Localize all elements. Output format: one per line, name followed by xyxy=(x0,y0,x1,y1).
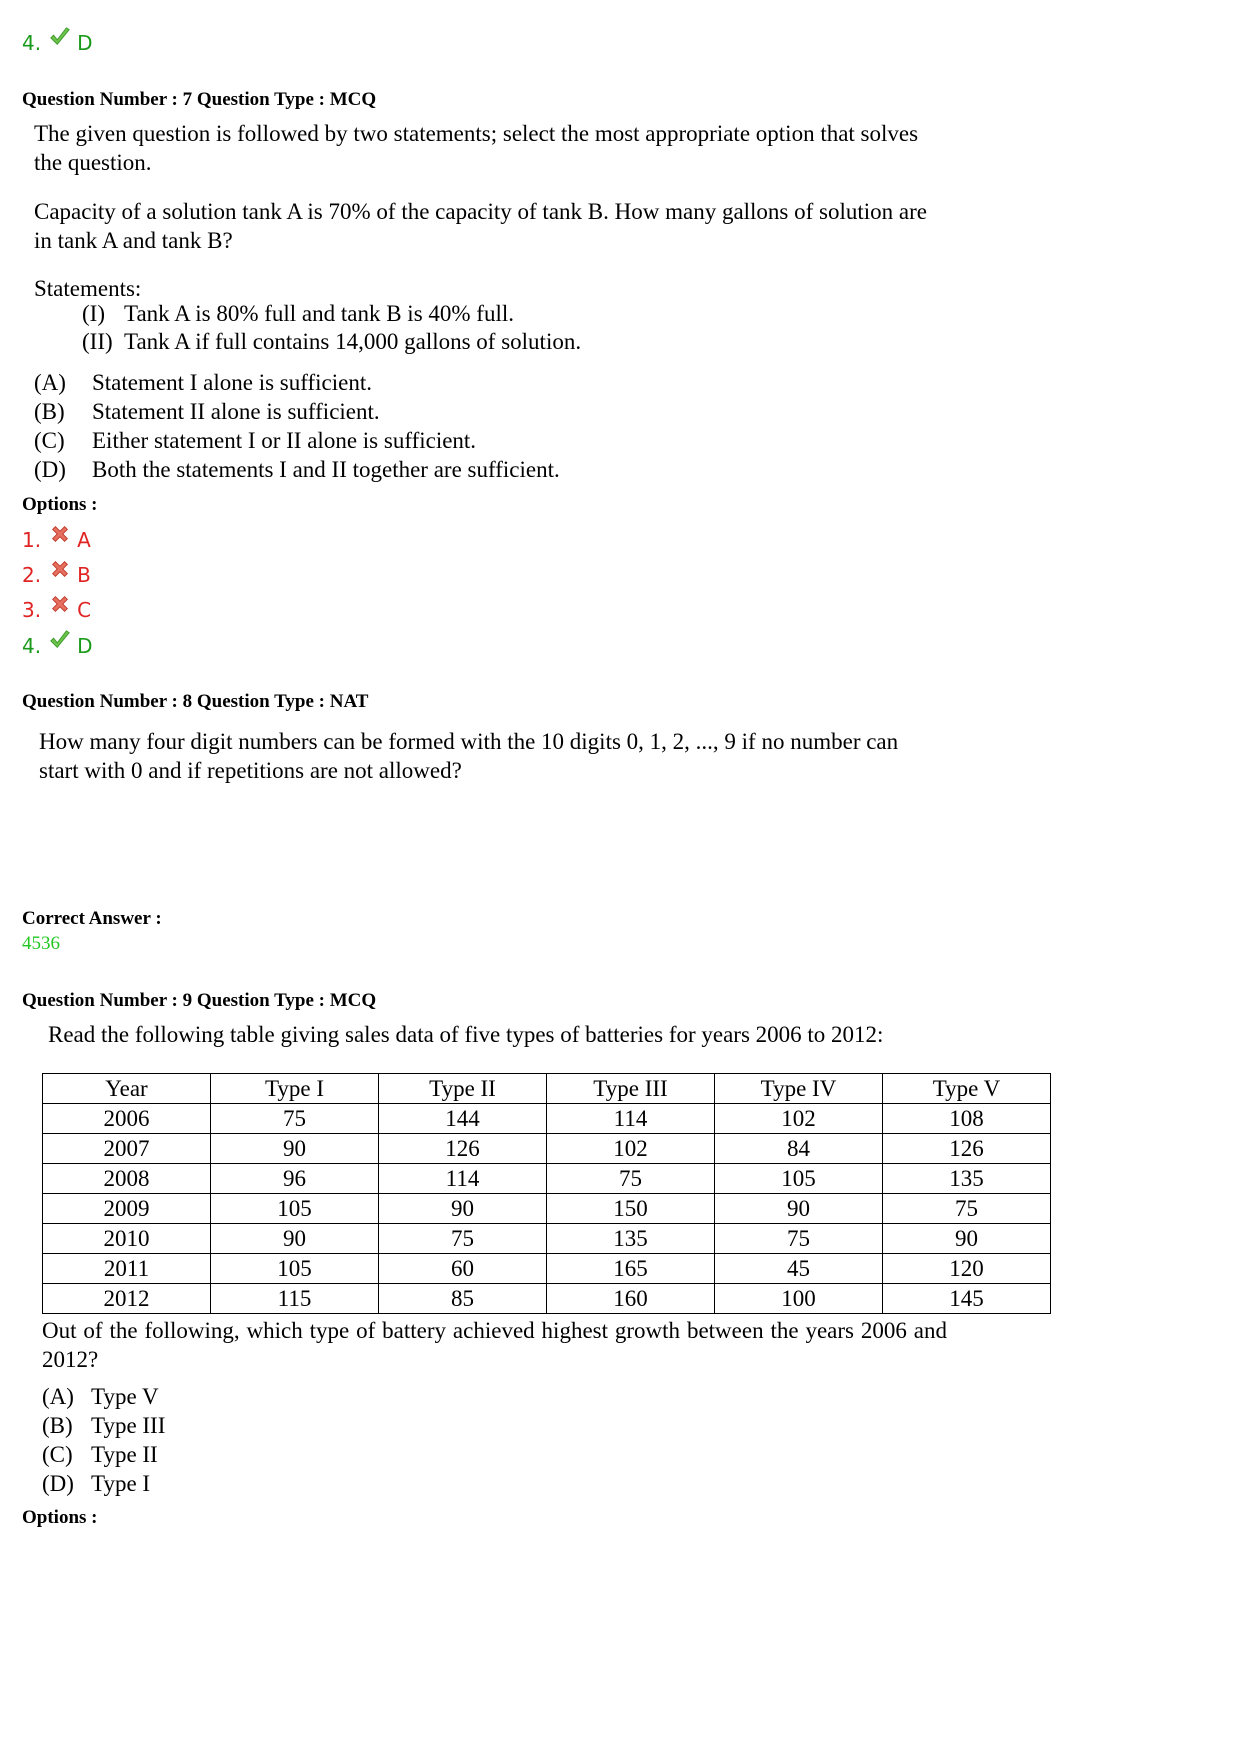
table-cell: 160 xyxy=(547,1284,715,1314)
option-letter: A xyxy=(77,528,91,552)
q7-header: Question Number : 7 Question Type : MCQ xyxy=(22,89,377,110)
q8-answer-value: 4536 xyxy=(22,933,60,954)
q7-option-2 xyxy=(22,558,91,587)
choice-label: (A) xyxy=(42,1384,74,1409)
choice-text: Type V xyxy=(91,1384,159,1409)
table-header-cell: Type IV xyxy=(715,1074,883,1104)
table-header-cell: Type I xyxy=(211,1074,379,1104)
cross-icon xyxy=(49,523,71,545)
option-number: 4. xyxy=(22,634,42,658)
table-cell: 75 xyxy=(715,1224,883,1254)
q9-choices xyxy=(42,1382,165,1498)
choice-label: (D) xyxy=(34,457,66,482)
choice-label: (A) xyxy=(34,370,66,395)
choice-text: Statement I alone is sufficient. xyxy=(92,370,372,395)
choice-d xyxy=(42,1469,165,1498)
choice-c xyxy=(42,1440,165,1469)
table-cell: 105 xyxy=(211,1254,379,1284)
table-header-cell: Type II xyxy=(379,1074,547,1104)
table-cell: 90 xyxy=(883,1224,1051,1254)
option-number: 3. xyxy=(22,598,42,622)
option-letter: C xyxy=(77,598,92,622)
table-row xyxy=(43,1134,1051,1164)
prev-option-4 xyxy=(22,26,93,55)
table-cell: 2010 xyxy=(43,1224,211,1254)
table-cell: 75 xyxy=(211,1104,379,1134)
table-cell: 2006 xyxy=(43,1104,211,1134)
table-row xyxy=(43,1224,1051,1254)
q7-problem: Capacity of a solution tank A is 70% of the capacity of tank B. How many gallons of solution are in tank A and tank B? xyxy=(34,199,927,253)
q7-options-label: Options : xyxy=(22,494,98,515)
choice-text: Both the statements I and II together are sufficient. xyxy=(92,457,560,482)
table-cell: 60 xyxy=(379,1254,547,1284)
table-cell: 2007 xyxy=(43,1134,211,1164)
table-cell: 90 xyxy=(211,1134,379,1164)
table-cell: 115 xyxy=(211,1284,379,1314)
choice-label: (B) xyxy=(34,399,65,424)
table-header-cell: Type V xyxy=(883,1074,1051,1104)
q7-statements-label: Statements: xyxy=(34,276,142,301)
table-cell: 105 xyxy=(211,1194,379,1224)
choice-d xyxy=(34,455,560,484)
sales-table xyxy=(42,1073,1051,1314)
table-cell: 2008 xyxy=(43,1164,211,1194)
cross-icon xyxy=(49,558,71,580)
check-icon xyxy=(49,26,71,48)
table-cell: 102 xyxy=(547,1134,715,1164)
q9-header: Question Number : 9 Question Type : MCQ xyxy=(22,990,377,1011)
q9-question: Out of the following, which type of battery achieved highest growth between the years 2006 and 2012? xyxy=(42,1318,947,1372)
table-cell: 144 xyxy=(379,1104,547,1134)
table-cell: 100 xyxy=(715,1284,883,1314)
table-row xyxy=(43,1254,1051,1284)
table-cell: 145 xyxy=(883,1284,1051,1314)
table-cell: 45 xyxy=(715,1254,883,1284)
sales-table-wrapper xyxy=(42,1073,1051,1314)
table-cell: 114 xyxy=(379,1164,547,1194)
q8-text: How many four digit numbers can be formed with the 10 digits 0, 1, 2, ..., 9 if no number can start with 0 and if repetitions are not allowed? xyxy=(39,729,899,783)
table-row xyxy=(43,1104,1051,1134)
table-header-cell: Year xyxy=(43,1074,211,1104)
choice-text: Either statement I or II alone is sufficient. xyxy=(92,428,477,453)
q7-option-4 xyxy=(22,629,93,658)
statement-label: (II) xyxy=(82,329,113,354)
table-cell: 75 xyxy=(883,1194,1051,1224)
q7-choices xyxy=(34,368,560,484)
table-cell: 135 xyxy=(547,1224,715,1254)
option-letter: D xyxy=(77,31,93,55)
choice-text: Type II xyxy=(91,1442,158,1467)
table-cell: 84 xyxy=(715,1134,883,1164)
choice-text: Statement II alone is sufficient. xyxy=(92,399,380,424)
q8-header: Question Number : 8 Question Type : NAT xyxy=(22,691,369,712)
option-letter: B xyxy=(77,563,91,587)
choice-b xyxy=(42,1411,165,1440)
table-cell: 108 xyxy=(883,1104,1051,1134)
option-number: 4. xyxy=(22,31,42,55)
table-row xyxy=(43,1194,1051,1224)
choice-label: (C) xyxy=(34,428,65,453)
table-cell: 135 xyxy=(883,1164,1051,1194)
option-number: 2. xyxy=(22,563,42,587)
choice-label: (C) xyxy=(42,1442,73,1467)
table-cell: 126 xyxy=(883,1134,1051,1164)
table-cell: 150 xyxy=(547,1194,715,1224)
q7-intro: The given question is followed by two statements; select the most appropriate option that solves the question. xyxy=(34,121,919,175)
table-row xyxy=(43,1164,1051,1194)
choice-label: (B) xyxy=(42,1413,73,1438)
table-cell: 2012 xyxy=(43,1284,211,1314)
option-letter: D xyxy=(77,634,93,658)
q7-option-3 xyxy=(22,593,91,622)
check-icon xyxy=(49,629,71,651)
q9-options-label: Options : xyxy=(22,1507,98,1528)
table-cell: 75 xyxy=(379,1224,547,1254)
q7-statement-1 xyxy=(82,299,514,328)
table-row xyxy=(43,1284,1051,1314)
table-header-cell: Type III xyxy=(547,1074,715,1104)
table-cell: 102 xyxy=(715,1104,883,1134)
table-cell: 2011 xyxy=(43,1254,211,1284)
choice-a xyxy=(42,1382,165,1411)
choice-text: Type I xyxy=(91,1471,151,1496)
table-cell: 75 xyxy=(547,1164,715,1194)
choice-c xyxy=(34,426,560,455)
choice-a xyxy=(34,368,560,397)
choice-text: Type III xyxy=(91,1413,166,1438)
q7-option-1 xyxy=(22,523,91,552)
table-cell: 165 xyxy=(547,1254,715,1284)
statement-text: Tank A if full contains 14,000 gallons of solution. xyxy=(124,329,582,354)
q7-statement-2 xyxy=(82,327,581,356)
table-cell: 85 xyxy=(379,1284,547,1314)
table-cell: 2009 xyxy=(43,1194,211,1224)
table-cell: 90 xyxy=(211,1224,379,1254)
statement-text: Tank A is 80% full and tank B is 40% full. xyxy=(124,301,515,326)
table-cell: 90 xyxy=(379,1194,547,1224)
cross-icon xyxy=(49,593,71,615)
table-cell: 90 xyxy=(715,1194,883,1224)
choice-label: (D) xyxy=(42,1471,74,1496)
q8-answer-label: Correct Answer : xyxy=(22,908,162,929)
choice-b xyxy=(34,397,560,426)
table-cell: 105 xyxy=(715,1164,883,1194)
table-header-row xyxy=(43,1074,1051,1104)
q9-intro: Read the following table giving sales data of five types of batteries for years 2006 to 2012: xyxy=(48,1022,884,1047)
table-cell: 114 xyxy=(547,1104,715,1134)
option-number: 1. xyxy=(22,528,42,552)
statement-label: (I) xyxy=(82,301,105,326)
table-cell: 120 xyxy=(883,1254,1051,1284)
table-cell: 126 xyxy=(379,1134,547,1164)
table-cell: 96 xyxy=(211,1164,379,1194)
